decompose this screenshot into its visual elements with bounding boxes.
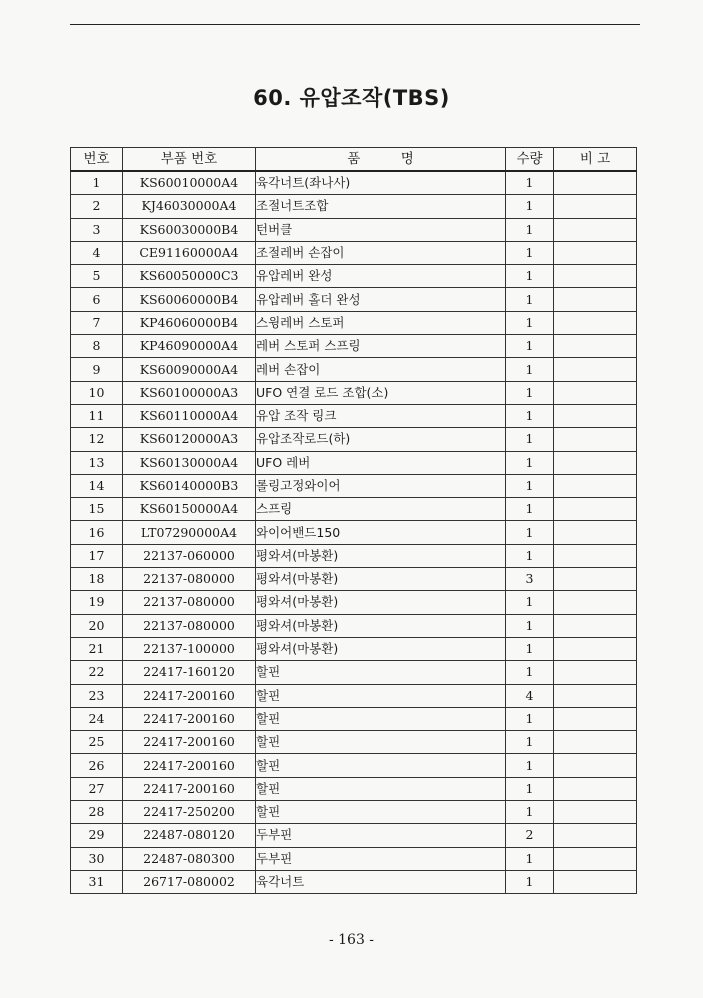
- cell-part-no: KS60090000A4: [123, 358, 256, 381]
- table-row: [71, 404, 637, 427]
- cell-name: 할핀: [256, 661, 506, 684]
- cell-part-no: 26717-080002: [123, 870, 256, 893]
- cell-part-no: KS60100000A3: [123, 381, 256, 404]
- cell-qty: 1: [506, 637, 554, 660]
- cell-part-no: KP46090000A4: [123, 335, 256, 358]
- cell-remark: [554, 311, 637, 334]
- table-row: [71, 731, 637, 754]
- cell-remark: [554, 661, 637, 684]
- page-title: 60. 유압조작(TBS): [253, 86, 450, 110]
- cell-no: 26: [71, 754, 123, 777]
- cell-remark: [554, 591, 637, 614]
- cell-name: 할핀: [256, 731, 506, 754]
- cell-name: 스프링: [256, 498, 506, 521]
- cell-name: 롤링고정와이어: [256, 474, 506, 497]
- cell-name: 할핀: [256, 777, 506, 800]
- cell-part-no: 22417-200160: [123, 684, 256, 707]
- cell-remark: [554, 171, 637, 195]
- cell-qty: 1: [506, 288, 554, 311]
- cell-part-no: 22487-080120: [123, 824, 256, 847]
- page-number: - 163 -: [328, 932, 375, 948]
- table-row: [71, 335, 637, 358]
- cell-qty: 1: [506, 614, 554, 637]
- cell-remark: [554, 381, 637, 404]
- cell-part-no: LT07290000A4: [123, 521, 256, 544]
- cell-remark: [554, 870, 637, 893]
- cell-remark: [554, 824, 637, 847]
- cell-no: 2: [71, 195, 123, 218]
- table-row: [71, 265, 637, 288]
- cell-remark: [554, 218, 637, 241]
- cell-qty: 1: [506, 241, 554, 264]
- cell-no: 13: [71, 451, 123, 474]
- table-row: [71, 707, 637, 730]
- table-row: [71, 637, 637, 660]
- cell-name: 평와셔(마봉환): [256, 568, 506, 591]
- cell-remark: [554, 614, 637, 637]
- cell-qty: 1: [506, 451, 554, 474]
- top-rule: [70, 24, 640, 25]
- cell-remark: [554, 404, 637, 427]
- header-qty: 수량: [506, 148, 554, 172]
- table-row: [71, 801, 637, 824]
- cell-name: 유압조작로드(하): [256, 428, 506, 451]
- cell-part-no: KJ46030000A4: [123, 195, 256, 218]
- cell-no: 25: [71, 731, 123, 754]
- header-remark: 비 고: [554, 148, 637, 172]
- cell-remark: [554, 777, 637, 800]
- cell-remark: [554, 474, 637, 497]
- cell-qty: 1: [506, 311, 554, 334]
- table-row: [71, 288, 637, 311]
- cell-part-no: KP46060000B4: [123, 311, 256, 334]
- cell-remark: [554, 707, 637, 730]
- cell-no: 8: [71, 335, 123, 358]
- cell-name: 레버 스토퍼 스프링: [256, 335, 506, 358]
- cell-name: 할핀: [256, 684, 506, 707]
- cell-part-no: 22137-080000: [123, 614, 256, 637]
- cell-remark: [554, 498, 637, 521]
- cell-qty: 1: [506, 428, 554, 451]
- cell-name: 유압레버 홀더 완성: [256, 288, 506, 311]
- cell-qty: 1: [506, 218, 554, 241]
- table-row: [71, 474, 637, 497]
- cell-no: 11: [71, 404, 123, 427]
- cell-name: UFO 레버: [256, 451, 506, 474]
- cell-qty: 1: [506, 335, 554, 358]
- cell-qty: 1: [506, 754, 554, 777]
- cell-part-no: 22417-200160: [123, 707, 256, 730]
- cell-no: 29: [71, 824, 123, 847]
- table-row: [71, 870, 637, 893]
- header-part-no: 부품 번호: [123, 148, 256, 172]
- cell-part-no: KS60120000A3: [123, 428, 256, 451]
- table-row: [71, 521, 637, 544]
- cell-part-no: 22417-200160: [123, 731, 256, 754]
- table-row: [71, 777, 637, 800]
- cell-name: 할핀: [256, 707, 506, 730]
- cell-part-no: KS60050000C3: [123, 265, 256, 288]
- cell-part-no: KS60140000B3: [123, 474, 256, 497]
- cell-part-no: KS60130000A4: [123, 451, 256, 474]
- table-row: [71, 568, 637, 591]
- cell-name: 평와셔(마봉환): [256, 544, 506, 567]
- cell-qty: 1: [506, 404, 554, 427]
- cell-remark: [554, 265, 637, 288]
- cell-part-no: CE91160000A4: [123, 241, 256, 264]
- cell-part-no: 22137-060000: [123, 544, 256, 567]
- cell-qty: 1: [506, 661, 554, 684]
- cell-name: 스윙레버 스토퍼: [256, 311, 506, 334]
- cell-no: 7: [71, 311, 123, 334]
- cell-no: 19: [71, 591, 123, 614]
- cell-part-no: 22417-250200: [123, 801, 256, 824]
- cell-qty: 1: [506, 591, 554, 614]
- cell-qty: 1: [506, 381, 554, 404]
- cell-part-no: KS60030000B4: [123, 218, 256, 241]
- parts-table-body: [71, 171, 637, 894]
- cell-no: 14: [71, 474, 123, 497]
- table-header-row: [71, 148, 637, 172]
- cell-part-no: KS60150000A4: [123, 498, 256, 521]
- cell-qty: 1: [506, 777, 554, 800]
- cell-name: 육각너트(좌나사): [256, 171, 506, 195]
- cell-no: 18: [71, 568, 123, 591]
- cell-qty: 4: [506, 684, 554, 707]
- cell-qty: 1: [506, 801, 554, 824]
- cell-part-no: 22137-100000: [123, 637, 256, 660]
- cell-name: 레버 손잡이: [256, 358, 506, 381]
- cell-remark: [554, 731, 637, 754]
- cell-qty: 1: [506, 171, 554, 195]
- cell-remark: [554, 754, 637, 777]
- cell-name: 턴버클: [256, 218, 506, 241]
- cell-no: 28: [71, 801, 123, 824]
- cell-no: 24: [71, 707, 123, 730]
- cell-qty: 1: [506, 544, 554, 567]
- cell-qty: 1: [506, 358, 554, 381]
- table-row: [71, 195, 637, 218]
- table-row: [71, 171, 637, 195]
- table-row: [71, 241, 637, 264]
- cell-name: 육각너트: [256, 870, 506, 893]
- table-row: [71, 684, 637, 707]
- cell-no: 12: [71, 428, 123, 451]
- cell-part-no: 22137-080000: [123, 591, 256, 614]
- cell-no: 21: [71, 637, 123, 660]
- table-row: [71, 381, 637, 404]
- cell-no: 31: [71, 870, 123, 893]
- cell-no: 23: [71, 684, 123, 707]
- cell-part-no: 22137-080000: [123, 568, 256, 591]
- table-row: [71, 358, 637, 381]
- table-row: [71, 614, 637, 637]
- cell-remark: [554, 637, 637, 660]
- table-row: [71, 661, 637, 684]
- cell-remark: [554, 358, 637, 381]
- cell-qty: 1: [506, 521, 554, 544]
- cell-no: 6: [71, 288, 123, 311]
- cell-no: 9: [71, 358, 123, 381]
- cell-remark: [554, 684, 637, 707]
- cell-name: 유압레버 완성: [256, 265, 506, 288]
- cell-part-no: 22417-160120: [123, 661, 256, 684]
- cell-name: 평와셔(마봉환): [256, 614, 506, 637]
- cell-name: 평와셔(마봉환): [256, 591, 506, 614]
- cell-qty: 3: [506, 568, 554, 591]
- cell-remark: [554, 335, 637, 358]
- cell-no: 5: [71, 265, 123, 288]
- cell-name: 유압 조작 링크: [256, 404, 506, 427]
- cell-qty: 1: [506, 195, 554, 218]
- cell-name: 와이어밴드150: [256, 521, 506, 544]
- cell-name: 두부핀: [256, 824, 506, 847]
- cell-remark: [554, 288, 637, 311]
- cell-name: 두부핀: [256, 847, 506, 870]
- cell-qty: 1: [506, 265, 554, 288]
- table-row: [71, 428, 637, 451]
- cell-qty: 1: [506, 498, 554, 521]
- cell-remark: [554, 568, 637, 591]
- table-row: [71, 754, 637, 777]
- cell-part-no: KS60010000A4: [123, 171, 256, 195]
- table-row: [71, 498, 637, 521]
- cell-no: 16: [71, 521, 123, 544]
- cell-remark: [554, 241, 637, 264]
- cell-no: 4: [71, 241, 123, 264]
- table-row: [71, 591, 637, 614]
- table-row: [71, 544, 637, 567]
- cell-part-no: KS60060000B4: [123, 288, 256, 311]
- cell-no: 27: [71, 777, 123, 800]
- cell-remark: [554, 801, 637, 824]
- cell-qty: 2: [506, 824, 554, 847]
- cell-part-no: KS60110000A4: [123, 404, 256, 427]
- cell-no: 30: [71, 847, 123, 870]
- cell-qty: 1: [506, 870, 554, 893]
- table-row: [71, 847, 637, 870]
- cell-part-no: 22417-200160: [123, 754, 256, 777]
- cell-name: 조절레버 손잡이: [256, 241, 506, 264]
- cell-no: 22: [71, 661, 123, 684]
- parts-table: [70, 147, 637, 894]
- cell-no: 3: [71, 218, 123, 241]
- cell-part-no: 22487-080300: [123, 847, 256, 870]
- cell-name: 할핀: [256, 801, 506, 824]
- cell-remark: [554, 847, 637, 870]
- cell-no: 1: [71, 171, 123, 195]
- table-row: [71, 311, 637, 334]
- cell-qty: 1: [506, 847, 554, 870]
- cell-no: 20: [71, 614, 123, 637]
- cell-no: 15: [71, 498, 123, 521]
- cell-name: 평와셔(마봉환): [256, 637, 506, 660]
- header-name: 품 명: [256, 148, 506, 172]
- cell-remark: [554, 428, 637, 451]
- cell-qty: 1: [506, 474, 554, 497]
- table-row: [71, 218, 637, 241]
- table-row: [71, 451, 637, 474]
- cell-no: 17: [71, 544, 123, 567]
- cell-name: 할핀: [256, 754, 506, 777]
- cell-name: UFO 연결 로드 조합(소): [256, 381, 506, 404]
- cell-remark: [554, 195, 637, 218]
- cell-remark: [554, 451, 637, 474]
- cell-part-no: 22417-200160: [123, 777, 256, 800]
- cell-qty: 1: [506, 731, 554, 754]
- cell-name: 조절너트조합: [256, 195, 506, 218]
- cell-no: 10: [71, 381, 123, 404]
- table-row: [71, 824, 637, 847]
- cell-remark: [554, 544, 637, 567]
- cell-remark: [554, 521, 637, 544]
- cell-qty: 1: [506, 707, 554, 730]
- header-no: 번호: [71, 148, 123, 172]
